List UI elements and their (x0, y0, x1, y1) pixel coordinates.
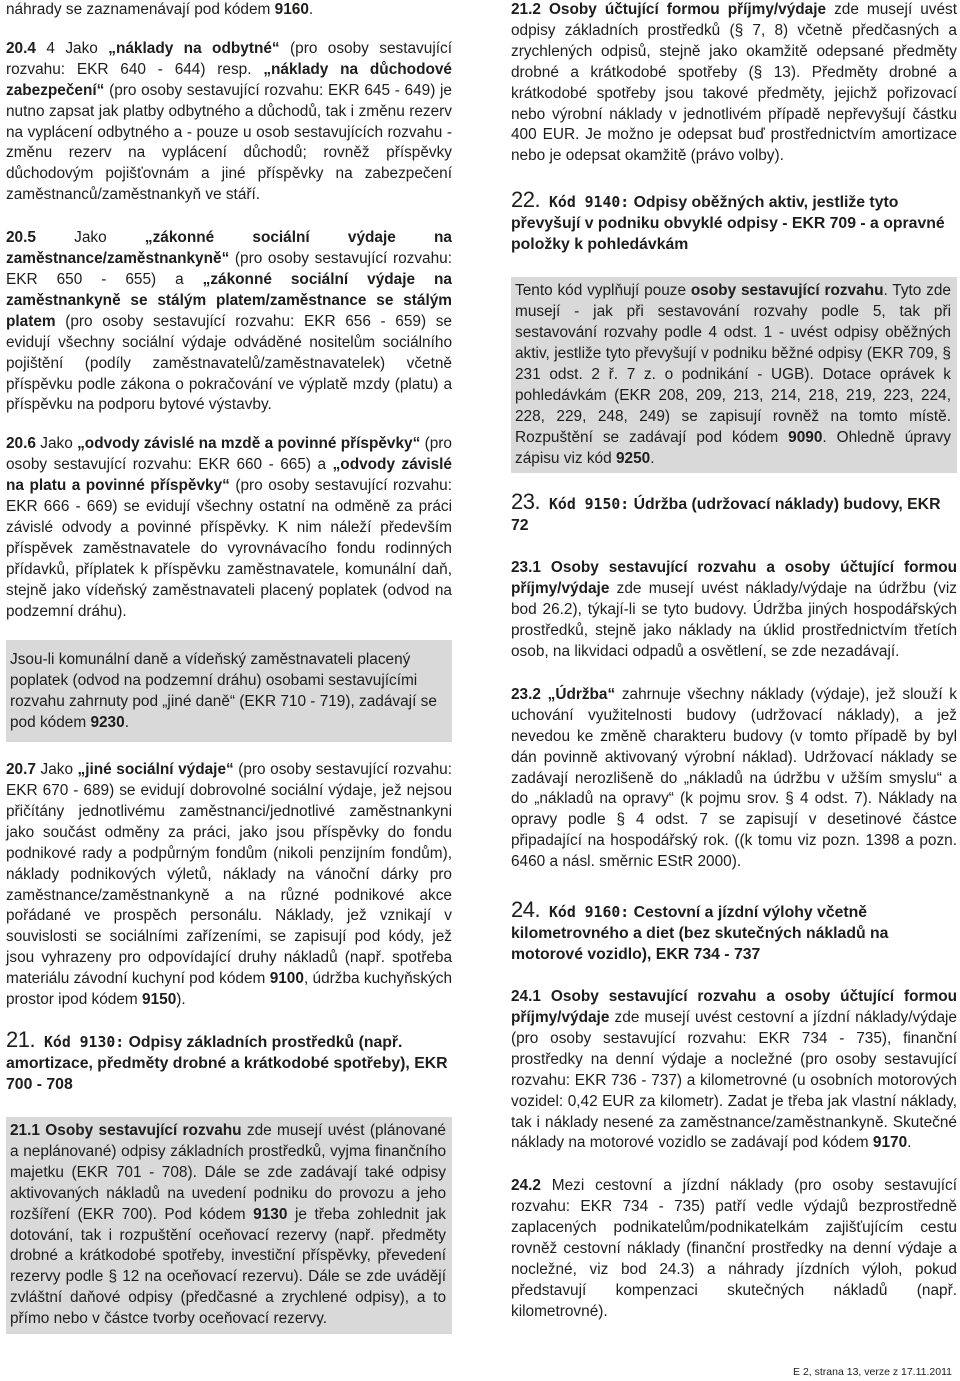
note-box-21-1: 21.1 Osoby sestavující rozvahu zde musejí uvést (plánované a neplánované) odpisy základních prostředků, vyjma finančního majetku (EKR 701 - 708). Dále se zde zadávají také odpisy aktivovaných nákladů na uvedení podniku do provozu a jeho rozšíření (EKR 700). Pod kódem 9130 je třeba zohlednit jak dotování, tak i rozpuštění oceňovací rezervy (např. předměty drobné a krátkodobé spotřeby, investiční příspěvky, převedení rezervy podle § 12 na oceňovací rezervu). Dále se zde uvádějí zvláštní daňové odpisy (předčasné a zrychlené odpisy), a to přímo nebo v částce tvorby oceňovací rezervy. (6, 1117, 452, 1334)
paragraph-24-2: 24.2 Mezi cestovní a jízdní náklady (pro osoby sestavující rozvahu: EKR 734 - 735) patří vedle výdajů bezprostředně zaplacených podnikatelům/podnikatelkám zajišťujícím cestu rovněž cestovní náklady (finanční prostředky na denní výdaje a nocležné, viz bod 24.3) a náhrady jízdních výloh, pokud představují kompenzaci skutečných nákladů (např. kilometrovné). (511, 1177, 957, 1320)
paragraph-20-5: 20.5 Jako „zákonné sociální výdaje na zaměstnance/zaměstnankyně“ (pro osoby sestavující rozvahu: EKR 650 - 655) a „zákonné sociální výdaje na zaměstnankyně se stálým platem/zaměstnance se stálým platem (pro osoby sestavující rozvahu: EKR 656 - 659) se evidují všechny sociální výdaje odváděné nositelům sociálního pojištění (podíly zaměstnavatelů/zaměstnavatelek) včetně příspěvku podle zákona o pokračování ve výplatě mzdy (platu) a příspěvku na podporu bytové výstavby. (6, 229, 452, 414)
paragraph-20-6: 20.6 Jako „odvody závislé na mzdě a povinné příspěvky“ (pro osoby sestavující rozvahu: EKR 660 - 665) a „odvody závislé na platu a povinné příspěvky“ (pro osoby sestavující rozvahu: EKR 666 - 669) se evidují všechny ostatní na odměně za práci závislé odvody a povinné příspěvky. K nim náleží především příspěvek zaměstnavatele do vyrovnávacího fondu rodinných přídavků, příplatek k příspěvku zaměstnavatele, komunální daň, stejně jako vídeňský zaměstnavateli placený poplatek (odvod na podzemní dráhu). (6, 435, 453, 620)
section-heading-21: 21. Kód 9130: Odpisy základních prostředků (např. amortizace, předměty drobné a krátkodobé spotřeby), EKR 700 - 708 (6, 1026, 448, 1093)
section-heading-22: 22. Kód 9140: Odpisy oběžných aktiv, jestliže tyto převyšují v podniku obvyklé odpisy - EKR 709 - a opravné položky k pohledávkám (511, 187, 945, 254)
section-heading-23: 23. Kód 9150: Údržba (udržovací náklady) budovy, EKR 72 (511, 489, 941, 535)
paragraph-20-4: 20.4 4 Jako „náklady na odbytné“ (pro osoby sestavující rozvahu: EKR 640 - 644) resp. „náklady na důchodové zabezpečení“ (pro osoby sestavující rozvahu: EKR 645 - 649) je nutno zapsat jak platby odbytného a důchodů, tak i změnu rezerv na vyplácení odbytného a - pouze u osob sestavujících rozvahu - změnu rezerv na vyplácení důchodů; rovněž příspěvky důchodovým pojišťovnám a jiné příspěvky na zabezpečení zaměstnanců/zaměstnankyň ve stáří. (6, 39, 452, 204)
page-footer: E 2, strana 13, verze z 17.11.2011 (793, 1366, 952, 1378)
left-column (6, 0, 452, 1352)
paragraph-20-3-end: náhrady se zaznamenávají pod kódem 9160. (6, 1, 314, 18)
section-heading-24: 24. Kód 9160: Cestovní a jízdní výlohy včetně kilometrovného a diet (bez skutečných nákladů na motorové vozidlo), EKR 734 - 737 (511, 897, 889, 964)
right-column (511, 0, 957, 1341)
paragraph-21-2: 21.2 Osoby účtující formou příjmy/výdaje zde musejí uvést odpisy základních prostředků (§ 7, 8) včetně předčasných a zrychlených odpisů, stejně jako okamžitě odepsané předměty drobné a krátkodobé spotřeby (§ 13). Předměty drobné a krátkodobé spotřeby jsou takové předměty, jejichž pořizovací nebo výrobní náklady v jednotlivém případě nepřevyšují částku 400 EUR. Je možno je odepsat buď prostřednictvím amortizace nebo je odepsat okamžitě (právo volby). (511, 1, 957, 165)
note-box-municipal-tax: Jsou-li komunální daně a vídeňský zaměstnavateli placený poplatek (odvod na podzemní dráhu) osobami sestavujícími rozvahu zahrnuty pod „jiné daně“ (EKR 710 - 719), zadávají se pod kódem 9230. (6, 640, 452, 742)
paragraph-23-1: 23.1 Osoby sestavující rozvahu a osoby účtující formou příjmy/výdaje zde musejí uvést náklady/výdaje na údržbu (viz bod 26.2), týkají-li se tyto budovy. Údržba jiných hospodářských prostředků, stejně jako náklady na úklid prostřednictvím třetích osob, na likvidaci odpadů a osvětlení, se zde nezadávají. (511, 559, 957, 661)
paragraph-20-7: 20.7 Jako „jiné sociální výdaje“ (pro osoby sestavující rozvahu: EKR 670 - 689) se evidují dobrovolné sociální výdaje, jež nejsou přičítány jednotlivému zaměstnanci/jednotlivé zaměstnankyni jako součást odměny za práci, jako jsou příspěvky do fondu podnikové rady a podpůrným fondům (nikoli penzijním fondům), náklady podnikových výletů, náklady na vánoční dárky pro zaměstnance/zaměstnankyně a na různé podnikové akce pořádané ve prospěch personálu. Náklady, jež vznikají v souvislosti se sociálními zařízeními, se zapisují pod kódy, jež jsou vyhrazeny pro odpovídající druhy nákladů (např. spotřeba materiálu závodní kuchyní pod kódem 9100, údržba kuchyňských prostor ipod kódem 9150). (6, 761, 453, 1009)
note-box-22: Tento kód vyplňují pouze osoby sestavující rozvahu. Tyto zde musejí - jak při sestavování rozvahy podle 5, tak při sestavování rozvahy podle 4 odst. 1 - uvést odpisy oběžných aktiv, jestliže tyto převyšují v podniku běžné odpisy (EKR 709, § 231 odst. 2 ř. 7 z. o podnikání - UGB). Dotace oprávek k pohledávkám (EKR 208, 209, 213, 214, 218, 219, 223, 224, 228, 229, 248, 249) se zapisují rovněž na tomto místě. Rozpuštění se zadávají pod kódem 9090. Ohledně úpravy zápisu viz kód 9250. (511, 277, 957, 473)
paragraph-23-2: 23.2 „Údržba“ zahrnuje všechny náklady (výdaje), jež slouží k uchování využitelnosti budovy (udržovací náklady), a jež nevedou ke změně charakteru budovy (v tomto případě by byl dán povinně aktivovaný výrobní náklad). Udržovací náklady se zadávají nerozlišeně do „nákladů na údržbu v užším smyslu“ a do „nákladů na opravy“ (k pojmu srov. § 4 odst. 7). Náklady na opravy podle § 4 odst. 7 se zapisují v desetinové částce připadající na hospodářský rok. ((k tomu viz pozn. 1398 a pozn. 6460 a násl. směrnic EStR 2000). (511, 685, 957, 871)
paragraph-24-1: 24.1 Osoby sestavující rozvahu a osoby účtující formou příjmy/výdaje zde musejí uvést cestovní a jízdní náklady/výdaje (pro osoby sestavující rozvahu: EKR 734 - 735), finanční prostředky na denní výdaje a nocležné (pro osoby sestavující rozvahu: EKR 736 - 737) a kilometrovné (u osobních motorových vozidel: 0,42 EUR za kilometr). Zadat je třeba jak vlastní náklady, tak i náklady nesené za zaměstnance/zaměstnankyně. Skutečné náklady na motorové vozidlo se zadávají pod kódem 9170. (511, 988, 957, 1152)
